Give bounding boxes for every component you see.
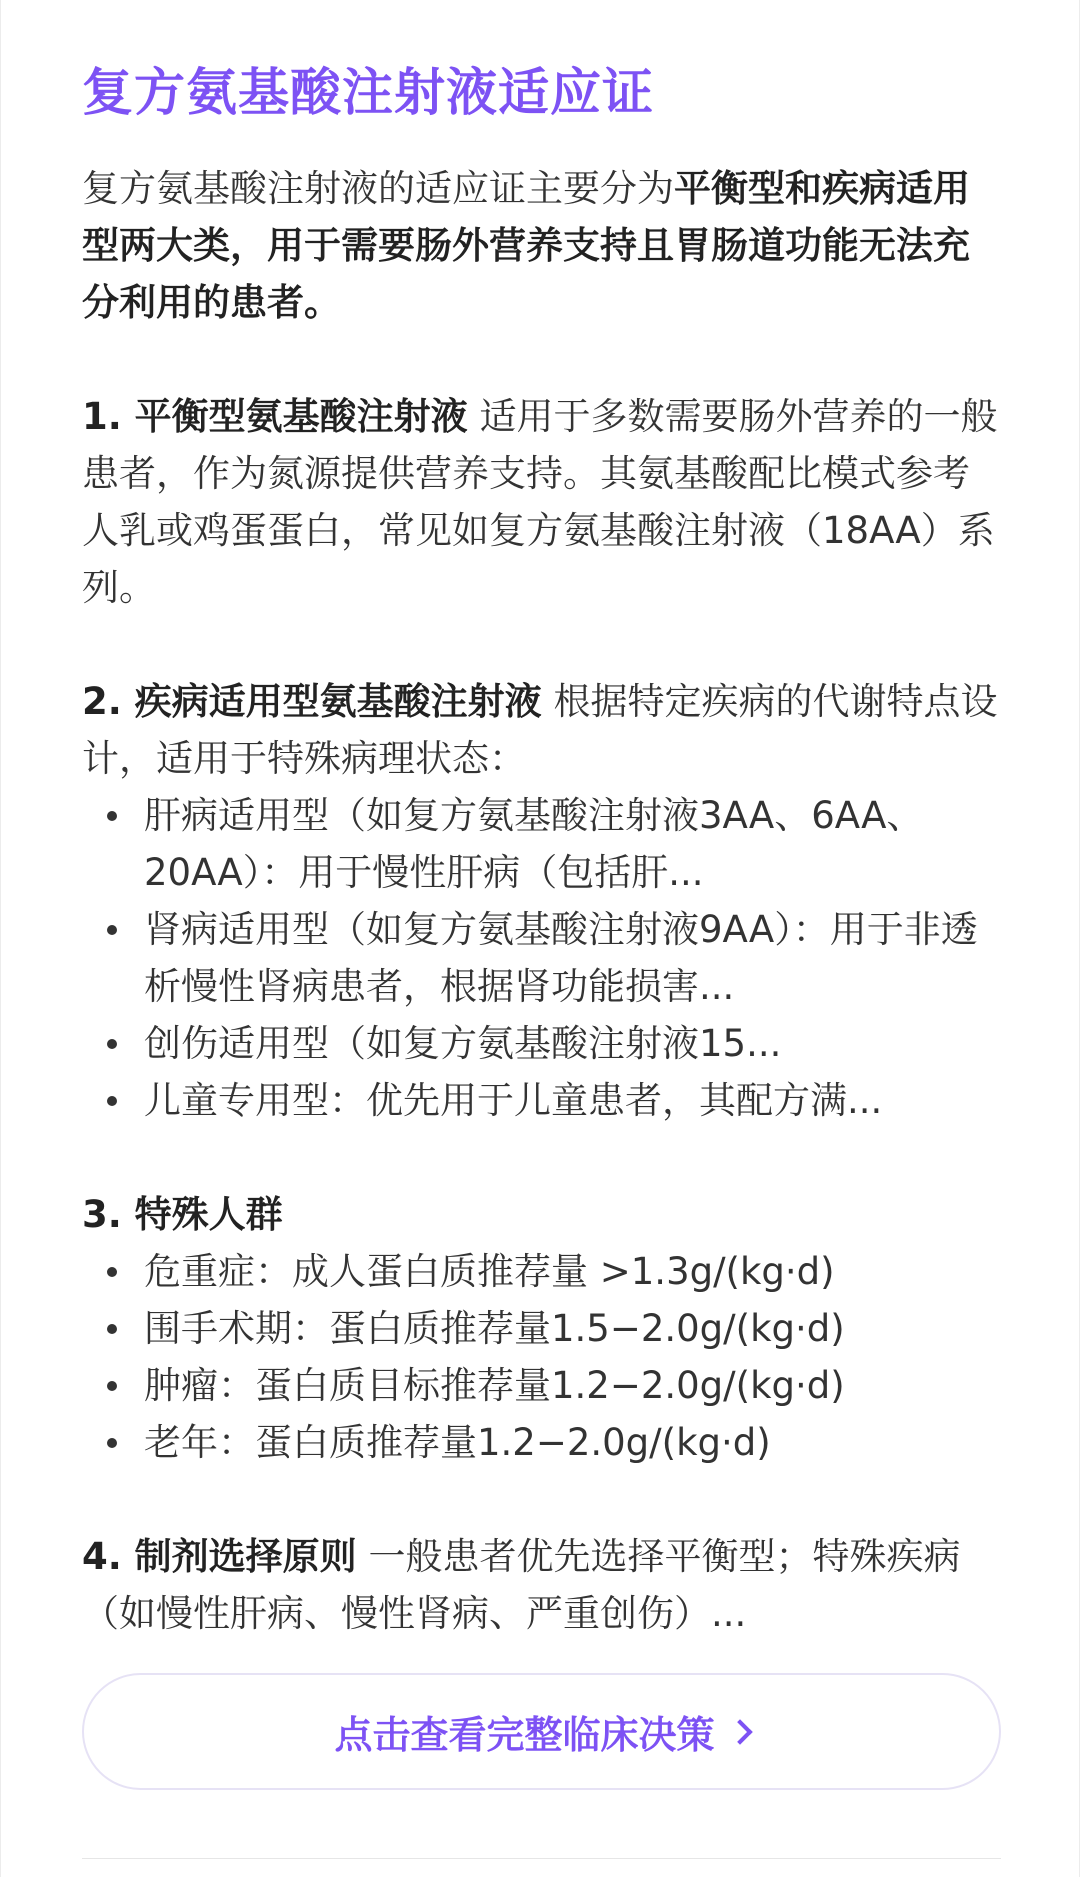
intro-bold-text: 平衡型和疾病适用型两大类，用于需要肠外营养支持且胃肠道功能无法充分利用的患者。 [82, 167, 970, 324]
cta-label: 点击查看完整临床决策 [334, 1713, 715, 1757]
section-body: 根据特定疾病的代谢特点设计，适用于特殊病理状态： [82, 680, 998, 780]
bullet-icon [107, 925, 117, 935]
section-balanced [82, 388, 1002, 616]
bullet-icon [107, 1039, 117, 1049]
bullet-list [82, 787, 1002, 1129]
page-title: 复方氨基酸注射液适应证 [82, 64, 655, 123]
section-heading: 2. 疾病适用型氨基酸注射液 [82, 680, 542, 723]
list-item [82, 901, 1002, 1015]
list-item [82, 1243, 1002, 1300]
section-heading: 3. 特殊人群 [82, 1193, 283, 1236]
bullet-icon [107, 1267, 117, 1277]
section-special-populations [82, 1186, 1002, 1471]
list-item [82, 787, 1002, 901]
list-item-text: 创伤适用型（如复方氨基酸注射液15... [144, 1022, 782, 1065]
section-body: 一般患者优先选择平衡型；特殊疾病（如慢性肝病、慢性肾病、严重创伤）... [82, 1535, 961, 1635]
list-item-text: 肾病适用型（如复方氨基酸注射液9AA）：用于非透析慢性肾病患者，根据肾功能损害... [144, 908, 978, 1008]
list-item [82, 1300, 1002, 1357]
list-item-text: 老年：蛋白质推荐量1.2−2.0g/(kg·d) [144, 1421, 771, 1464]
list-item-text: 围手术期：蛋白质推荐量1.5−2.0g/(kg·d) [144, 1307, 845, 1350]
list-item-text: 肿瘤：蛋白质目标推荐量1.2−2.0g/(kg·d) [144, 1364, 845, 1407]
section-paragraph [82, 388, 1002, 616]
section-disease-specific [82, 673, 1002, 1129]
list-item [82, 1357, 1002, 1414]
view-full-decision-button[interactable] [82, 1673, 1001, 1790]
bullet-icon [107, 1381, 117, 1391]
list-item [82, 1072, 1002, 1129]
intro-paragraph [82, 160, 1002, 331]
list-item [82, 1015, 1002, 1072]
chevron-right-icon [727, 1719, 752, 1744]
section-heading: 1. 平衡型氨基酸注射液 [82, 395, 468, 438]
list-item [82, 1414, 1002, 1471]
bullet-icon [107, 1438, 117, 1448]
list-item-text: 儿童专用型：优先用于儿童患者，其配方满... [144, 1079, 883, 1122]
section-heading: 4. 制剂选择原则 [82, 1535, 357, 1578]
list-item-text: 肝病适用型（如复方氨基酸注射液3AA、6AA、20AA）：用于慢性肝病（包括肝... [144, 794, 924, 894]
divider [82, 1858, 1001, 1859]
bullet-icon [107, 1096, 117, 1106]
intro-text: 复方氨基酸注射液的适应证主要分为 [82, 167, 674, 210]
bullet-list [82, 1243, 1002, 1471]
answer-content [82, 58, 1002, 1642]
section-paragraph [82, 1186, 1002, 1243]
list-item-text: 危重症：成人蛋白质推荐量 >1.3g/(kg·d) [144, 1250, 835, 1293]
section-paragraph [82, 1528, 1002, 1642]
section-paragraph [82, 673, 1002, 787]
bullet-icon [107, 1324, 117, 1334]
section-body: 适用于多数需要肠外营养的一般患者，作为氮源提供营养支持。其氨基酸配比模式参考人乳或鸡蛋蛋白，常见如复方氨基酸注射液（18AA）系列。 [82, 395, 998, 609]
section-selection-principle [82, 1528, 1002, 1642]
bullet-icon [107, 811, 117, 821]
